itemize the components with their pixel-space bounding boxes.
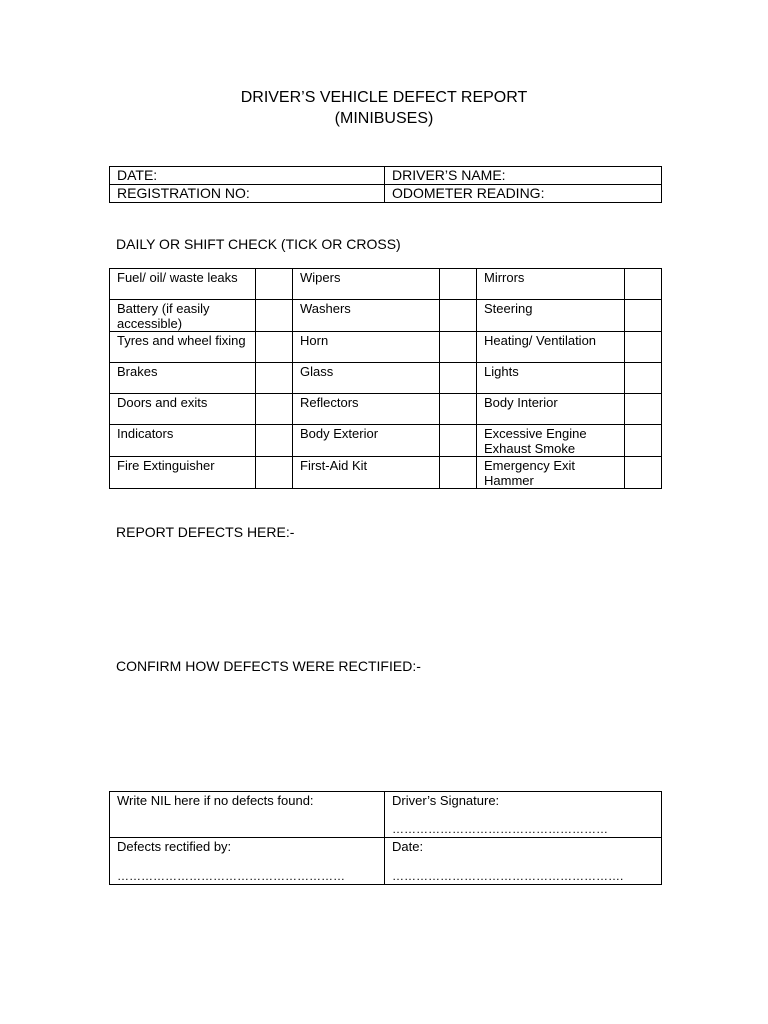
check-box[interactable]	[625, 332, 662, 363]
check-box[interactable]	[440, 394, 477, 425]
check-item-label: Emergency Exit Hammer	[477, 457, 625, 489]
report-defects-heading: REPORT DEFECTS HERE:-	[116, 524, 295, 540]
check-box[interactable]	[256, 269, 293, 300]
check-box[interactable]	[256, 300, 293, 332]
check-item-label: Brakes	[110, 363, 256, 394]
daily-check-heading: DAILY OR SHIFT CHECK (TICK OR CROSS)	[116, 236, 401, 252]
check-item-label: Lights	[477, 363, 625, 394]
check-box[interactable]	[440, 269, 477, 300]
check-box[interactable]	[440, 425, 477, 457]
table-row	[110, 792, 662, 838]
check-item-label: Tyres and wheel fixing	[110, 332, 256, 363]
check-item-label: Indicators	[110, 425, 256, 457]
confirm-rectified-heading: CONFIRM HOW DEFECTS WERE RECTIFIED:-	[116, 658, 421, 674]
drivers-name-field[interactable]	[385, 167, 662, 185]
check-item-label: Mirrors	[477, 269, 625, 300]
table-row	[110, 425, 662, 457]
rectified-date-label: Date:	[392, 839, 424, 854]
check-item-label: Washers	[293, 300, 440, 332]
report-title: DRIVER’S VEHICLE DEFECT REPORT	[240, 89, 528, 106]
check-box[interactable]	[440, 300, 477, 332]
table-row	[110, 394, 662, 425]
table-row	[110, 185, 662, 203]
check-item-label: Excessive Engine Exhaust Smoke	[477, 425, 625, 457]
confirm-rectified-area[interactable]	[109, 680, 661, 780]
vehicle-info-table	[109, 166, 662, 203]
rectified-by-field[interactable]	[110, 838, 385, 885]
check-box[interactable]	[256, 457, 293, 489]
check-box[interactable]	[625, 300, 662, 332]
daily-check-table	[109, 268, 662, 489]
check-item-label: Body Exterior	[293, 425, 440, 457]
check-box[interactable]	[625, 425, 662, 457]
check-box[interactable]	[625, 269, 662, 300]
check-box[interactable]	[440, 363, 477, 394]
table-row	[110, 300, 662, 332]
check-box[interactable]	[440, 457, 477, 489]
check-item-label: Fire Extinguisher	[110, 457, 256, 489]
check-box[interactable]	[625, 363, 662, 394]
rectified-by-dotted-line: …………………………………………………	[117, 869, 345, 883]
check-item-label: Doors and exits	[110, 394, 256, 425]
check-box[interactable]	[625, 457, 662, 489]
registration-field[interactable]	[110, 185, 385, 203]
odometer-label: ODOMETER READING:	[392, 185, 545, 201]
check-box[interactable]	[440, 332, 477, 363]
check-item-label: Horn	[293, 332, 440, 363]
check-item-label: Reflectors	[293, 394, 440, 425]
nil-field[interactable]	[110, 792, 385, 838]
sign-off-table	[109, 791, 662, 885]
check-item-label: Battery (if easily accessible)	[110, 300, 256, 332]
odometer-field[interactable]	[385, 185, 662, 203]
drivers-name-label: DRIVER’S NAME:	[392, 167, 506, 183]
check-box[interactable]	[256, 363, 293, 394]
table-row	[110, 167, 662, 185]
check-box[interactable]	[256, 425, 293, 457]
table-row	[110, 838, 662, 885]
table-row	[110, 332, 662, 363]
drivers-signature-label: Driver’s Signature:	[392, 793, 500, 808]
check-item-label: Glass	[293, 363, 440, 394]
rectified-date-dotted-line: ………………………………………………….	[392, 869, 624, 883]
date-label: DATE:	[117, 167, 158, 183]
check-item-label: Steering	[477, 300, 625, 332]
rectified-date-field[interactable]	[385, 838, 662, 885]
nil-label: Write NIL here if no defects found:	[117, 793, 314, 808]
check-item-label: Wipers	[293, 269, 440, 300]
check-box[interactable]	[625, 394, 662, 425]
report-defects-area[interactable]	[109, 545, 661, 645]
table-row	[110, 457, 662, 489]
check-item-label: Fuel/ oil/ waste leaks	[110, 269, 256, 300]
signature-dotted-line: ………………………………………………	[392, 822, 608, 836]
check-item-label: First-Aid Kit	[293, 457, 440, 489]
check-box[interactable]	[256, 394, 293, 425]
check-box[interactable]	[256, 332, 293, 363]
rectified-by-label: Defects rectified by:	[117, 839, 232, 854]
drivers-signature-field[interactable]	[385, 792, 662, 838]
check-item-label: Heating/ Ventilation	[477, 332, 625, 363]
registration-label: REGISTRATION NO:	[117, 185, 250, 201]
table-row	[110, 363, 662, 394]
date-field[interactable]	[110, 167, 385, 185]
table-row	[110, 269, 662, 300]
check-item-label: Body Interior	[477, 394, 625, 425]
report-subtitle: (MINIBUSES)	[334, 110, 434, 127]
